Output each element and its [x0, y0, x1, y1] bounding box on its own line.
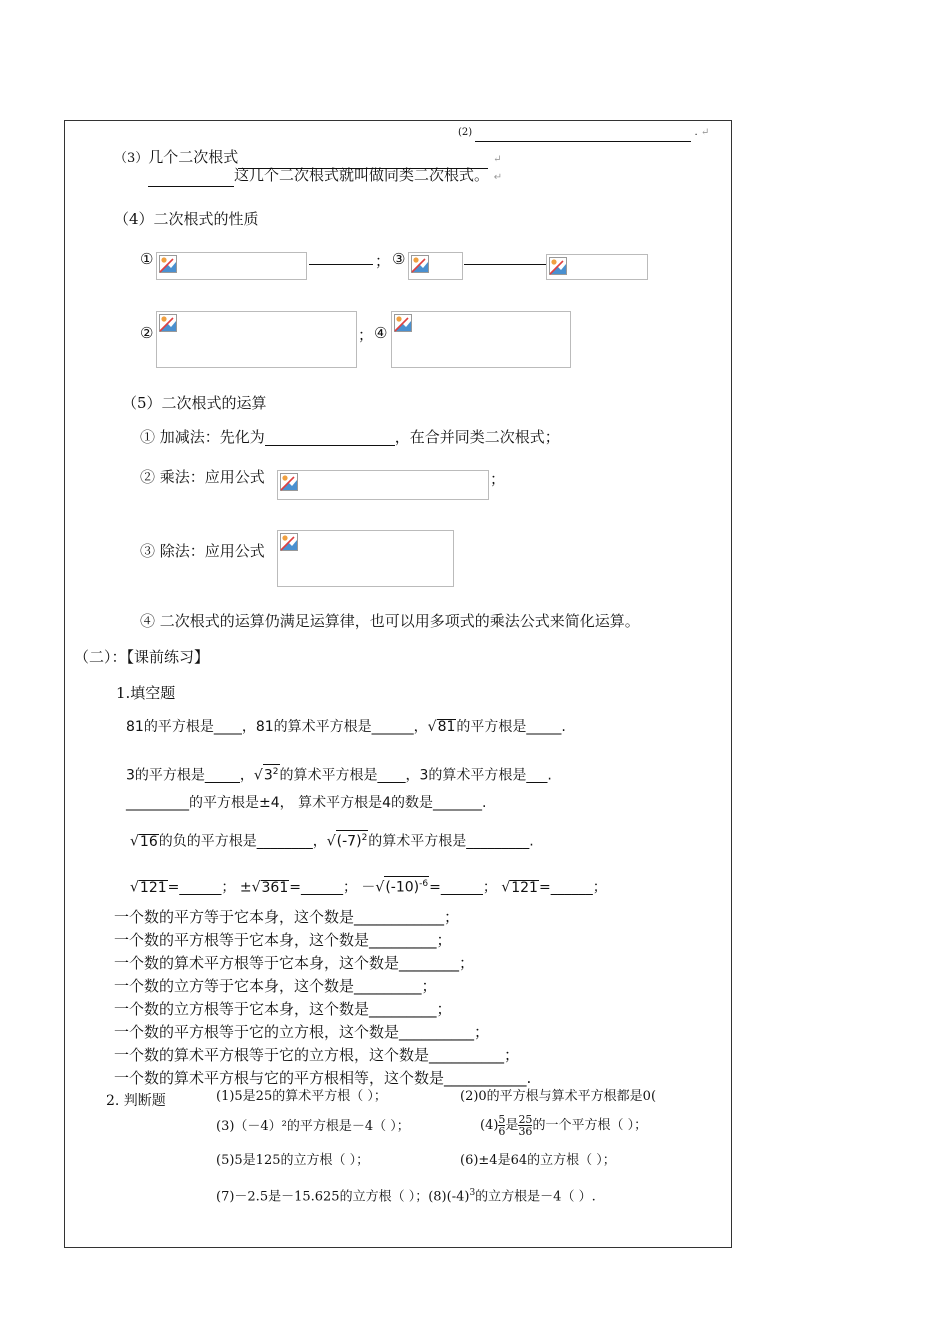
semicolon: ； — [358, 326, 374, 344]
judge-6: (6)±4是64的立方根（ ）； — [460, 1153, 616, 1168]
broken-image-icon — [280, 533, 298, 551]
prop-2-number: ② — [140, 324, 154, 342]
section3-line2: 这几个二次根式就叫做同类二次根式。 ↵ — [148, 166, 502, 187]
fill-line: 一个数的立方根等于它本身，这个数是_________； — [114, 1000, 452, 1018]
section4-title: （4）二次根式的性质 — [114, 210, 259, 228]
blank-line — [309, 264, 373, 265]
prop-1-number: ① — [140, 250, 154, 268]
formula-image-2 — [156, 311, 357, 368]
question-3: _________的平方根是±4， 算术平方根是4的数是_______. — [126, 795, 487, 811]
section5-title: （5）二次根式的运算 — [122, 394, 267, 412]
question-2: 3的平方根是_____，$√3^2$的算术平方根是____，3的算术平方根是___. — [126, 764, 552, 785]
judge-7-8: (7)－2.5是－15.625的立方根（ ）；$(8)(-4)^3$的立方根是－4（ ）. — [216, 1188, 596, 1205]
semicolon: ； — [490, 470, 506, 488]
broken-image-icon — [159, 314, 177, 332]
fill-line: 一个数的立方等于它本身，这个数是_________； — [114, 977, 437, 995]
fill-line: 一个数的算术平方根等于它本身，这个数是________； — [114, 954, 475, 972]
prop-4-number: ④ — [374, 324, 388, 342]
judge-2: (2)0的平方根与算术平方根都是0( — [460, 1089, 657, 1104]
multiply-rule: ② 乘法：应用公式 — [140, 468, 265, 486]
broken-image-icon — [394, 314, 412, 332]
broken-image-icon — [411, 255, 429, 273]
broken-image-icon — [159, 255, 177, 273]
fill-line: 一个数的平方根等于它的立方根，这个数是__________； — [114, 1023, 490, 1041]
fill-line: 一个数的算术平方根与它的平方根相等，这个数是___________. — [114, 1069, 532, 1087]
formula-image-3a — [408, 252, 463, 280]
formula-image-multiply — [277, 470, 489, 500]
section3-line1: （3）几个二次根式 ↵ — [114, 148, 501, 169]
fill-line: 一个数的平方等于它本身，这个数是____________； — [114, 908, 460, 926]
broken-image-icon — [280, 473, 298, 491]
question-5: √121=______； ±√361=______； $-√(-10)^{-6}=\_\_\_\_\_\_$； √121=______； — [130, 876, 607, 897]
judge-1: (1)5是25的算术平方根（ ）； — [216, 1089, 387, 1104]
formula-image-divide — [277, 530, 454, 587]
formula-image-1 — [156, 252, 307, 280]
judge-title: 2. 判断题 — [106, 1093, 166, 1109]
question-1: 81的平方根是____，81的算术平方根是______，√81的平方根是_____. — [126, 719, 566, 735]
part2-heading: （二）：【课前练习】 — [74, 648, 210, 666]
formula-image-4 — [391, 311, 571, 368]
operation-note: ④ 二次根式的运算仍满足运算律，也可以用多项式的乘法公式来简化运算。 — [140, 612, 640, 630]
judge-5: (5)5是125的立方根（ ）； — [216, 1153, 370, 1168]
question-4: √16的负的平方根是________，$√(-7)^2$的算术平方根是_________. — [130, 830, 534, 851]
prop-3-number: ③ — [392, 250, 406, 268]
fill-line: 一个数的平方根等于它本身，这个数是_________； — [114, 931, 452, 949]
judge-4: (4) $\frac{5}{6}$ 是 $\frac{25}{36}$ 的一个平方根（ ）； — [480, 1113, 648, 1138]
semicolon: ； — [375, 252, 391, 270]
add-sub-rule: ① 加减法：先化为 ，在合并同类二次根式； — [140, 428, 560, 446]
blank-line — [464, 264, 546, 265]
formula-image-3b — [546, 254, 648, 280]
top-note: (2) . ↵ — [458, 124, 709, 142]
divide-rule: ③ 除法：应用公式 — [140, 542, 265, 560]
fill-blank-title: 1.填空题 — [116, 684, 176, 702]
fill-lines — [114, 906, 531, 1090]
broken-image-icon — [549, 257, 567, 275]
fill-line: 一个数的算术平方根等于它的立方根，这个数是__________； — [114, 1046, 520, 1064]
judge-3: (3)（－4）²的平方根是－4（ ）； — [216, 1119, 410, 1134]
